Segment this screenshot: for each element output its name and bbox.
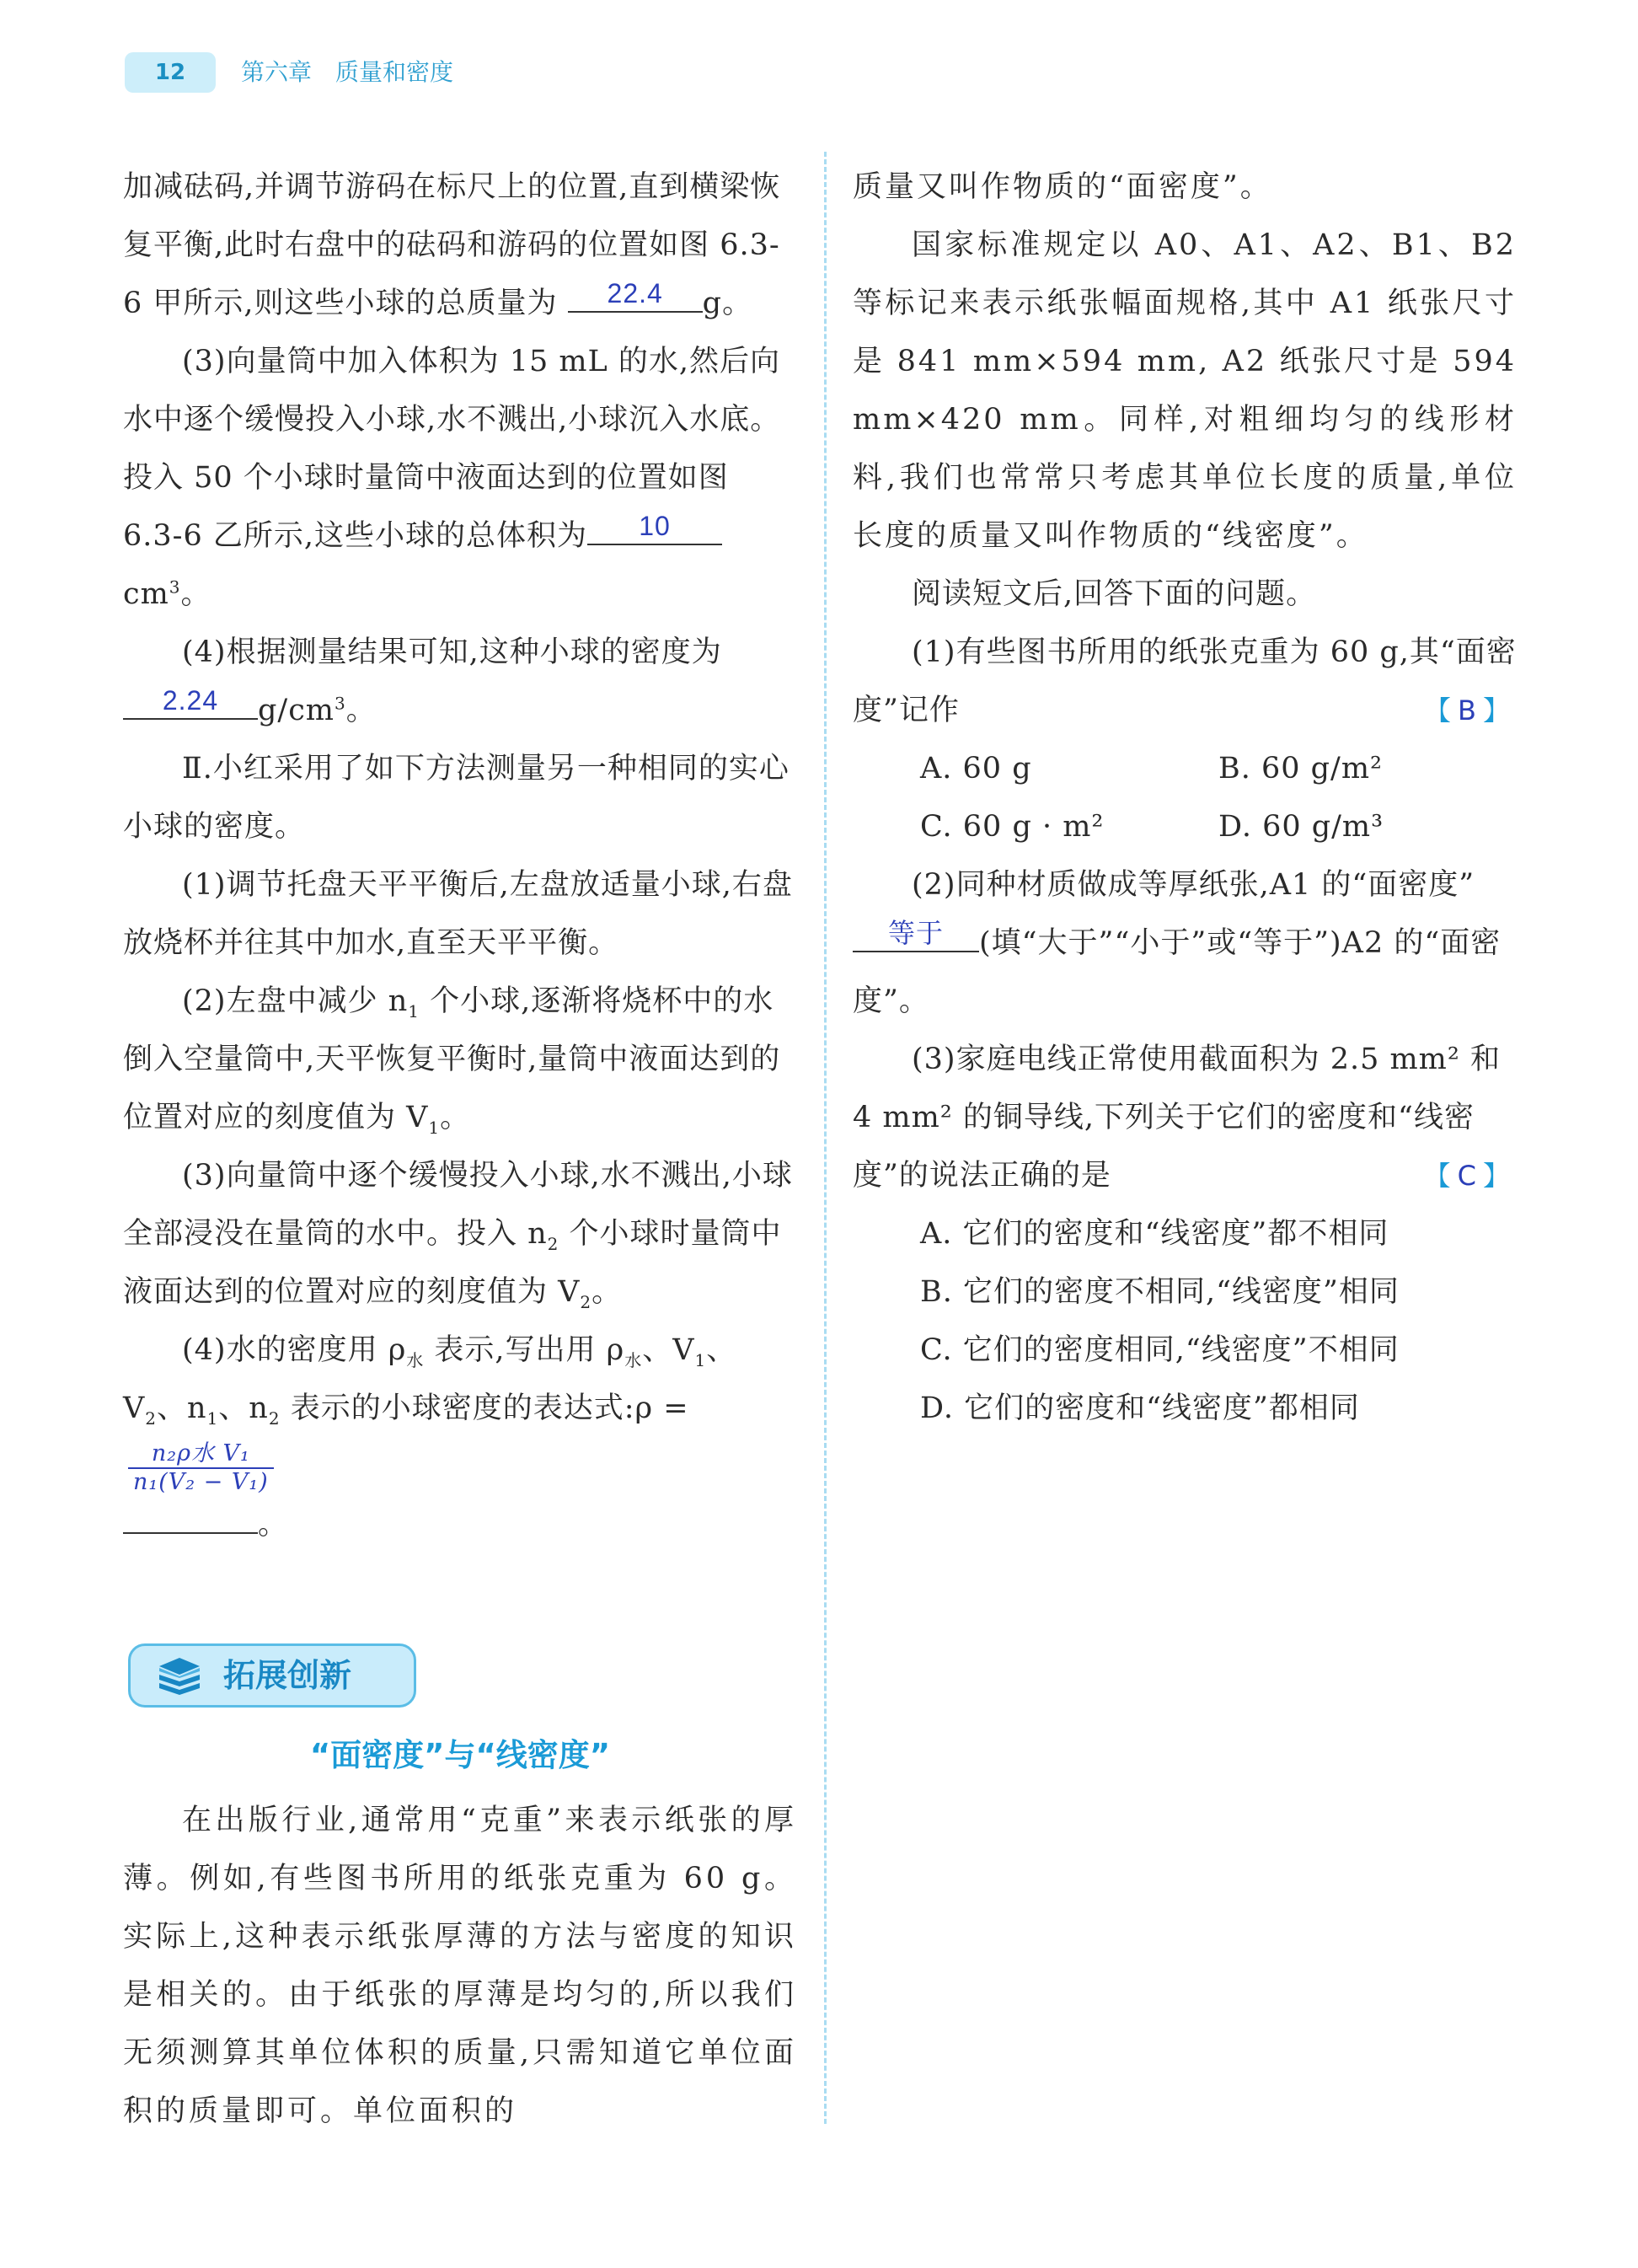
text: 加减砝码,并调节游码在标尺上的位置,直到横梁恢复平衡,此时右盘中的砝码和游码的位置如图 6.3-6 甲所示,则这些小球的总质量为 <box>123 170 781 320</box>
option-a: A. 60 g <box>920 752 1032 785</box>
text: (3)向量筒中逐个缓慢投入小球,水不溅出,小球全部浸没在量筒的水中。投入 n <box>123 1159 793 1251</box>
left-column <box>123 158 797 1554</box>
formula-denominator: n₁(V₂ − V₁) <box>133 1468 269 1495</box>
question-2 <box>853 856 1517 1031</box>
article-text: 在出版行业,通常用“克重”来表示纸张的厚薄。例如,有些图书所用的纸张克重为 60 g。实际上,这种表示纸张厚薄的方法与密度的知识是相关的。由于纸张的厚薄是均匀的,所以我们无须测算其单位体积的质量,只需知道它单位面积的质量即可。单位面积的 <box>123 1804 797 2128</box>
answer-blank <box>568 278 703 313</box>
paragraph <box>123 1147 797 1322</box>
answer-text: 22.4 <box>607 278 663 309</box>
question-text: (2)同种材质做成等厚纸张,A1 的“面密度” <box>912 868 1475 902</box>
formula-numerator: n₂ρ水 V₁ <box>128 1440 274 1469</box>
right-column <box>853 158 1517 1438</box>
text: 。 <box>440 1101 471 1134</box>
books-icon <box>156 1658 203 1695</box>
paragraph <box>123 624 797 740</box>
page-number: 12 <box>125 52 216 93</box>
answer-blank <box>123 1503 258 1534</box>
subscript: 1 <box>428 1118 441 1138</box>
subscript: 2 <box>547 1234 559 1254</box>
answer-bracket <box>1365 1147 1517 1205</box>
answer-blank <box>853 917 979 952</box>
section-badge-label: 拓展创新 <box>223 1657 352 1694</box>
text: 。 <box>258 1508 289 1541</box>
text: 。 <box>345 694 377 727</box>
paragraph: 国家标准规定以 A0、A1、A2、B1、B2 等标记来表示纸张幅面规格,其中 A1 纸张尺寸是 841 mm×594 mm, A2 纸张尺寸是 594 mm×420 mm。同样,对粗细均匀的线形材料,我们也常常只考虑其单位长度的质量,单位长度的质量又叫作物质的“线密度”。 <box>853 228 1517 553</box>
answer-formula <box>128 1440 274 1496</box>
text: 。 <box>180 577 211 611</box>
chapter-title: 第六章 质量和密度 <box>241 58 454 86</box>
option-a: A. 它们的密度和“线密度”都不相同 <box>920 1217 1389 1251</box>
options-row <box>853 798 1517 856</box>
subscript: 2 <box>580 1292 592 1312</box>
text: (4)根据测量结果可知,这种小球的密度为 <box>182 635 722 669</box>
subscript: 水 <box>406 1350 425 1370</box>
answer-blank <box>123 685 258 720</box>
text: g/cm <box>258 694 335 727</box>
answer-text: 10 <box>639 511 671 542</box>
text: 表示,写出用 ρ <box>424 1333 625 1367</box>
bracket-left: 【 <box>1424 694 1459 727</box>
option-d: D. 它们的密度和“线密度”都相同 <box>920 1391 1360 1425</box>
bracket-left: 【 <box>1423 1160 1458 1192</box>
text: 表示的小球密度的表达式:ρ = <box>280 1391 689 1425</box>
column-divider <box>824 152 827 2124</box>
text: 、V <box>642 1333 695 1367</box>
answer-text: 2.24 <box>162 685 219 716</box>
options-row <box>853 740 1517 798</box>
option-c: C. 60 g · m² <box>920 810 1105 844</box>
question-text: (3)家庭电线正常使用截面积为 2.5 mm² 和 4 mm² 的铜导线,下列关于它们的密度和“线密度”的说法正确的是 <box>853 1043 1502 1193</box>
page-header <box>125 52 580 94</box>
paragraph <box>123 1322 797 1496</box>
subscript: 1 <box>408 1001 420 1021</box>
paragraph: 质量又叫作物质的“面密度”。 <box>853 170 1272 204</box>
superscript: 3 <box>335 693 346 714</box>
paragraph <box>123 973 797 1147</box>
question-text: (填“大于”“小于”或“等于”)A2 的“面密度”。 <box>853 926 1502 1018</box>
answer-text: C <box>1457 1160 1483 1192</box>
answer-text: B <box>1458 694 1483 727</box>
question-3 <box>853 1031 1517 1205</box>
text: 、n <box>218 1391 269 1425</box>
paragraph <box>123 158 797 333</box>
subscript: 水 <box>624 1350 643 1370</box>
text: (2)左盘中减少 n <box>182 984 409 1018</box>
subscript: 1 <box>206 1408 219 1429</box>
text: 个小球,逐渐将烧杯中的水倒入空量筒中,天平恢复平衡时,量筒中液面达到的位置对应的刻度值为 V <box>123 984 781 1134</box>
answer-blank <box>587 511 722 545</box>
section-badge <box>128 1643 416 1708</box>
paragraph: Ⅱ.小红采用了如下方法测量另一种相同的实心小球的密度。 <box>123 752 790 844</box>
subscript: 2 <box>145 1408 158 1429</box>
answer-bracket <box>1365 682 1517 740</box>
bracket-right: 】 <box>1482 1160 1517 1192</box>
option-b: B. 它们的密度不相同,“线密度”相同 <box>920 1275 1400 1309</box>
answer-text: 等于 <box>887 917 944 950</box>
text: 。 <box>592 1275 623 1309</box>
text: (3)向量筒中加入体积为 15 mL 的水,然后向水中逐个缓慢投入小球,水不溅出,小球沉入水底。投入 50 个小球时量筒中液面达到的位置如图 6.3-6 乙所示,这些小球的总体积为 <box>123 345 781 553</box>
superscript: 3 <box>169 576 181 598</box>
text: (4)水的密度用 ρ <box>182 1333 407 1367</box>
text: cm <box>123 577 169 611</box>
paragraph: 阅读短文后,回答下面的问题。 <box>912 577 1317 611</box>
article <box>123 1792 797 2141</box>
subscript: 2 <box>268 1408 281 1429</box>
section-title: “面密度”与“线密度” <box>309 1737 611 1773</box>
paragraph <box>123 333 797 624</box>
bracket-right: 】 <box>1482 694 1517 727</box>
paragraph: (1)调节托盘天平平衡后,左盘放适量小球,右盘放烧杯并往其中加水,直至天平平衡。 <box>123 868 793 960</box>
option-c: C. 它们的密度相同,“线密度”不相同 <box>920 1333 1400 1367</box>
question-text: (1)有些图书所用的纸张克重为 60 g,其“面密度”记作 <box>853 635 1517 727</box>
subscript: 1 <box>694 1350 707 1370</box>
option-d: D. 60 g/m³ <box>1218 810 1384 844</box>
text: 、n <box>157 1391 207 1425</box>
text: 、V <box>123 1333 737 1425</box>
text: 个小球时量筒中液面达到的位置对应的刻度值为 V <box>123 1217 782 1309</box>
paragraph <box>123 1496 797 1554</box>
text: g。 <box>702 287 753 320</box>
option-b: B. 60 g/m² <box>1218 752 1384 785</box>
question-1 <box>853 624 1517 740</box>
